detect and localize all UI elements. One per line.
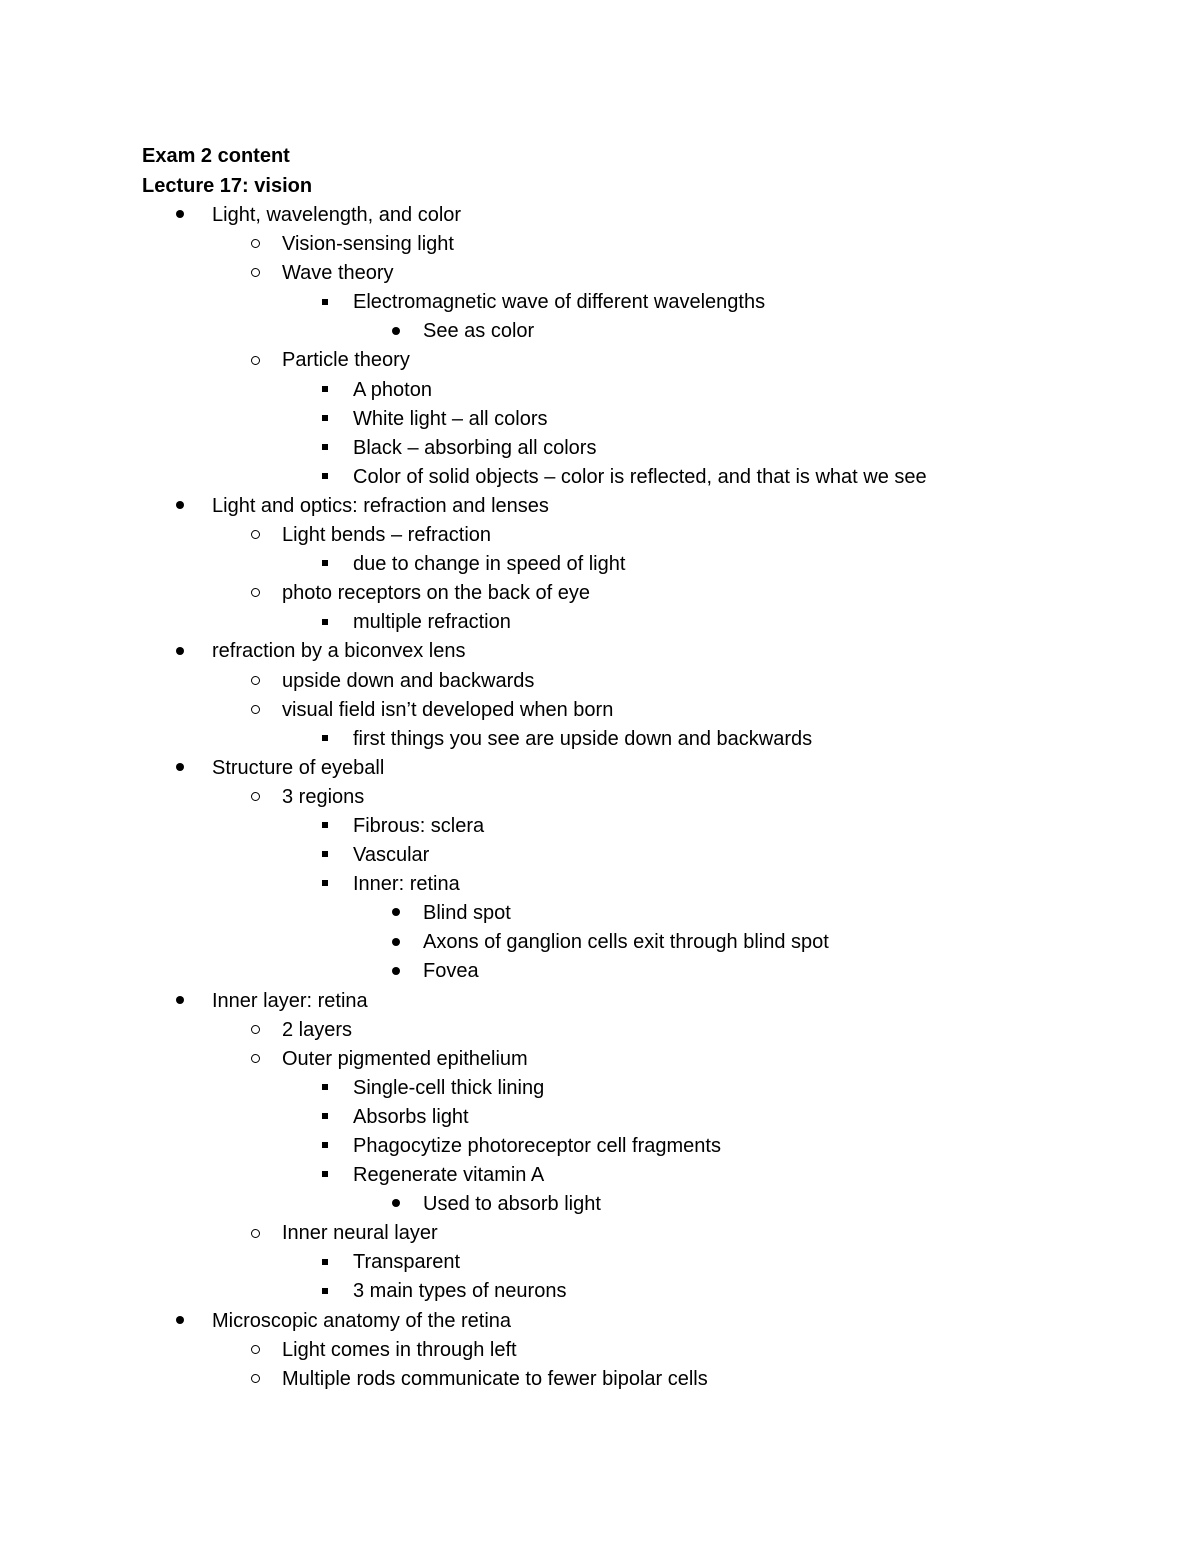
list-item-text: Light, wavelength, and color	[212, 204, 462, 226]
list-item	[142, 1336, 1142, 1365]
list-item	[142, 550, 1142, 579]
list-item	[142, 288, 1142, 317]
document-content	[142, 142, 1142, 1394]
bullet-square-icon	[315, 1277, 335, 1306]
list-item	[142, 899, 1142, 928]
bullet-circle-icon	[245, 579, 265, 608]
bullet-circle-icon	[245, 346, 265, 375]
list-item-text: multiple refraction	[353, 611, 511, 634]
bullet-dot-icon	[170, 987, 190, 1016]
list-item-text: visual field isn’t developed when born	[282, 698, 614, 721]
list-item-text: Inner layer: retina	[212, 989, 368, 1012]
bullet-square-icon	[315, 1161, 335, 1190]
list-item-text: Multiple rods communicate to fewer bipolar cells	[282, 1367, 708, 1390]
list-item	[142, 1277, 1142, 1306]
list-item	[142, 608, 1142, 637]
list-item-text: Single-cell thick lining	[353, 1076, 545, 1099]
list-item-text: first things you see are upside down and backwards	[353, 727, 813, 750]
bullet-square-icon	[315, 1132, 335, 1161]
list-item	[142, 637, 1142, 666]
list-item	[142, 346, 1142, 375]
bullet-dot-icon	[170, 637, 190, 666]
bullet-circle-icon	[245, 1045, 265, 1074]
bullet-dot-icon	[386, 1190, 406, 1219]
lecture-heading: Lecture 17: vision	[142, 174, 313, 197]
list-item	[142, 434, 1142, 463]
list-item	[142, 492, 1142, 521]
list-item-text: Light bends – refraction	[282, 524, 492, 547]
list-item-text: Structure of eyeball	[212, 756, 385, 779]
list-item-text: Color of solid objects – color is reflected, and that is what we see	[353, 465, 927, 488]
list-item	[142, 1248, 1142, 1277]
list-item	[142, 1103, 1142, 1132]
list-item-text: photo receptors on the back of eye	[282, 582, 590, 605]
list-item	[142, 230, 1142, 259]
bullet-dot-icon	[170, 754, 190, 783]
list-item	[142, 987, 1142, 1016]
bullet-square-icon	[315, 288, 335, 317]
bullet-circle-icon	[245, 667, 265, 696]
bullet-dot-icon	[386, 317, 406, 346]
list-item-text: 3 main types of neurons	[353, 1280, 567, 1303]
bullet-dot-icon	[386, 928, 406, 957]
list-item-text: Used to absorb light	[423, 1193, 601, 1216]
list-item-text: Phagocytize photoreceptor cell fragments	[353, 1135, 721, 1157]
bullet-circle-icon	[245, 1336, 265, 1365]
bullet-circle-icon	[245, 259, 265, 288]
bullet-square-icon	[315, 841, 335, 870]
list-item	[142, 667, 1142, 696]
list-item-text: Outer pigmented epithelium	[282, 1047, 528, 1070]
bullet-square-icon	[315, 1103, 335, 1132]
bullet-circle-icon	[245, 1365, 265, 1394]
bullet-square-icon	[315, 812, 335, 841]
list-item	[142, 317, 1142, 346]
list-item	[142, 812, 1142, 841]
list-item	[142, 1132, 1142, 1161]
bullet-square-icon	[315, 550, 335, 579]
list-item-text: Fovea	[423, 960, 479, 983]
bullet-dot-icon	[386, 957, 406, 986]
list-item	[142, 957, 1142, 986]
list-item-text: upside down and backwards	[282, 669, 535, 692]
bullet-dot-icon	[386, 899, 406, 928]
list-item	[142, 1190, 1142, 1219]
bullet-circle-icon	[245, 783, 265, 812]
list-item	[142, 463, 1142, 492]
list-item-text: Regenerate vitamin A	[353, 1164, 545, 1187]
list-item	[142, 928, 1142, 957]
list-item-text: Inner: retina	[353, 873, 460, 896]
list-item-text: Particle theory	[282, 349, 410, 372]
bullet-square-icon	[315, 1074, 335, 1103]
list-item	[142, 405, 1142, 434]
list-item	[142, 376, 1142, 405]
list-item-text: due to change in speed of light	[353, 553, 626, 576]
list-item-text: 3 regions	[282, 785, 365, 808]
list-item	[142, 1365, 1142, 1394]
bullet-circle-icon	[245, 521, 265, 550]
list-item	[142, 1161, 1142, 1190]
list-item	[142, 1016, 1142, 1045]
list-item-text: Light and optics: refraction and lenses	[212, 494, 549, 517]
list-item-text: Blind spot	[423, 902, 511, 925]
list-item-text: Transparent	[353, 1251, 461, 1274]
bullet-square-icon	[315, 725, 335, 754]
bullet-square-icon	[315, 376, 335, 405]
list-item-text: Black – absorbing all colors	[353, 436, 597, 459]
list-item-text: Light comes in through left	[282, 1338, 517, 1361]
list-item-text: refraction by a biconvex lens	[212, 640, 466, 663]
list-item	[142, 201, 1142, 230]
list-item-text: See as color	[423, 320, 535, 343]
document-title: Exam 2 content	[142, 145, 290, 167]
bullet-circle-icon	[245, 1219, 265, 1248]
list-item	[142, 696, 1142, 725]
list-item	[142, 1045, 1142, 1074]
list-item-text: Absorbs light	[353, 1105, 469, 1128]
list-item-text: Axons of ganglion cells exit through blind spot	[423, 931, 829, 954]
list-item-text: Vision-sensing light	[282, 233, 454, 256]
bullet-square-icon	[315, 870, 335, 899]
list-item-text: Vascular	[353, 844, 430, 867]
list-item	[142, 521, 1142, 550]
list-item	[142, 1307, 1142, 1336]
list-item-text: Fibrous: sclera	[353, 814, 485, 837]
bullet-square-icon	[315, 434, 335, 463]
list-item-text: Electromagnetic wave of different wavelengths	[353, 291, 766, 314]
bullet-circle-icon	[245, 1016, 265, 1045]
list-item	[142, 783, 1142, 812]
list-item	[142, 754, 1142, 783]
bullet-square-icon	[315, 1248, 335, 1277]
list-item-text: Microscopic anatomy of the retina	[212, 1309, 512, 1332]
bullet-dot-icon	[170, 201, 190, 230]
list-item-text: White light – all colors	[353, 407, 548, 430]
list-item	[142, 579, 1142, 608]
list-item	[142, 841, 1142, 870]
list-item-text: Wave theory	[282, 262, 394, 285]
list-item-text: A photon	[353, 378, 432, 401]
bullet-dot-icon	[170, 1307, 190, 1336]
bullet-circle-icon	[245, 696, 265, 725]
list-item-text: Inner neural layer	[282, 1222, 438, 1245]
outline-list	[142, 201, 1142, 1394]
list-item-text: 2 layers	[282, 1018, 353, 1041]
list-item	[142, 1074, 1142, 1103]
list-item	[142, 259, 1142, 288]
list-item	[142, 1219, 1142, 1248]
bullet-square-icon	[315, 608, 335, 637]
list-item	[142, 870, 1142, 899]
bullet-square-icon	[315, 463, 335, 492]
bullet-square-icon	[315, 405, 335, 434]
list-item	[142, 725, 1142, 754]
bullet-circle-icon	[245, 230, 265, 259]
bullet-dot-icon	[170, 492, 190, 521]
